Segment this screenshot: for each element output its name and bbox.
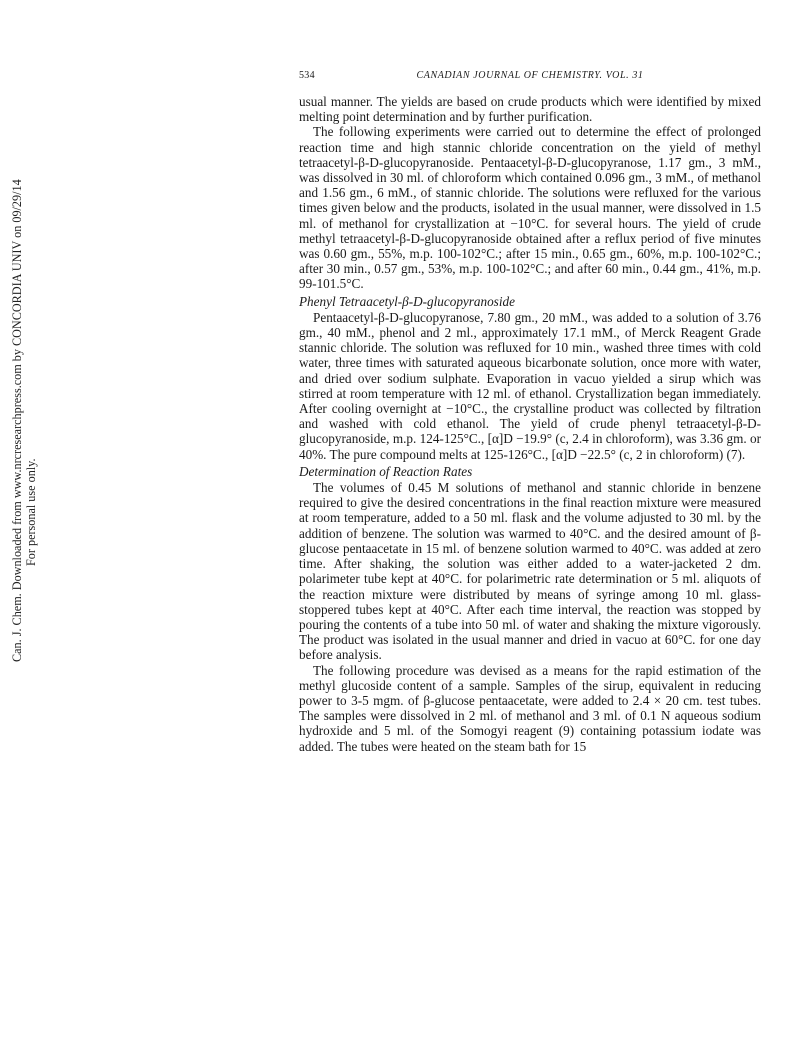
paragraph-prolonged-reaction: The following experiments were carried out to determine the effect of prolonged reaction time and high stannic chloride concentration on the yield of methyl tetraacetyl-β-D-glucopyranoside. Pentaacetyl-β-D-glucopyranose, 1.17 gm., 3 mM., was dissolved in 30 ml. of chloroform which contained 0.096 gm., 3 mM., of methanol and 1.56 gm., 6 mM., of stannic chloride. The solutions were refluxed for the various times given below and the products, isolated in the usual manner, were dissolved in 1.5 ml. of methanol for crystallization at −10°C. for several hours. The yield of crude methyl tetraacetyl-β-D-glucopyranoside obtained after a reflux period of five minutes was 0.60 gm., 55%, m.p. 100-102°C.; after 15 min., 0.65 gm., 60%, m.p. 100-102°C.; after 30 min., 0.57 gm., 53%, m.p. 100-102°C.; and after 60 min., 0.44 gm., 41%, m.p. 99-101.5°C.	[299, 124, 761, 292]
article-body	[299, 94, 761, 754]
section-heading-phenyl: Phenyl Tetraacetyl-β-D-glucopyranoside	[299, 293, 515, 309]
page-number: 534	[299, 70, 315, 81]
running-title: CANADIAN JOURNAL OF CHEMISTRY. VOL. 31	[416, 70, 644, 81]
paragraph-continuation: usual manner. The yields are based on crude products which were identified by mixed melting point determination and by further purification.	[299, 94, 761, 125]
watermark-source-line: Can. J. Chem. Downloaded from www.nrcresearchpress.com by CONCORDIA UNIV on 09/29/14	[10, 179, 24, 662]
paragraph-reaction-rates: The volumes of 0.45 M solutions of methanol and stannic chloride in benzene required to give the desired concentrations in the final reaction mixture were measured at room temperature, added to a 50 ml. flask and the volume adjusted to 30 ml. by the addition of benzene. The solution was warmed to 40°C. and the desired amount of β-glucose pentaacetate in 15 ml. of benzene solution warmed to 40°C. was added at zero time. After shaking, the solution was either added to a water-jacketed 2 dm. polarimeter tube kept at 40°C. for polarimetric rate determination or 5 ml. aliquots of the reaction mixture were distributed by means of syringe among 10 ml. glass-stoppered tubes kept at 40°C. After each time interval, the reaction was stopped by pouring the contents of a tube into 50 ml. of water and shaking the mixture vigorously. The product was isolated in the usual manner and dried in vacuo at 60°C. for one day before analysis.	[299, 480, 761, 663]
page-header	[299, 70, 761, 86]
paragraph-phenyl-synthesis: Pentaacetyl-β-D-glucopyranose, 7.80 gm., 20 mM., was added to a solution of 3.76 gm., 40 mM., phenol and 2 ml., approximately 17.1 mM., of Merck Reagent Grade stannic chloride. The solution was refluxed for 10 min., washed three times with cold water, three times with saturated aqueous bicarbonate solution, once more with water, and dried over sodium sulphate. Evaporation in vacuo yielded a sirup which was stirred at room temperature with 12 ml. of ethanol. Crystallization began immediately. After cooling overnight at −10°C., the crystalline product was collected by filtration and washed with cold ethanol. The yield of crude phenyl tetraacetyl-β-D-glucopyranoside, m.p. 124-125°C., [α]D −19.9° (c, 2.4 in chloroform), was 3.36 gm. or 40%. The pure compound melts at 125-126°C., [α]D −22.5° (c, 2 in chloroform) (7).	[299, 309, 761, 462]
section-heading-reaction-rates: Determination of Reaction Rates	[299, 463, 473, 479]
watermark-usage-line: For personal use only.	[24, 458, 38, 566]
paragraph-glucoside-estimation: The following procedure was devised as a means for the rapid estimation of the methyl glucoside content of a sample. Samples of the sirup, equivalent in reducing power to 3-5 mgm. of β-glucose pentaacetate, were added to 2.4 × 20 cm. test tubes. The samples were dissolved in 2 ml. of methanol and 3 ml. of 0.1 N aqueous sodium hydroxide and 5 ml. of the Somogyi reagent (9) containing potassium iodate was added. The tubes were heated on the steam bath for 15	[299, 662, 761, 754]
